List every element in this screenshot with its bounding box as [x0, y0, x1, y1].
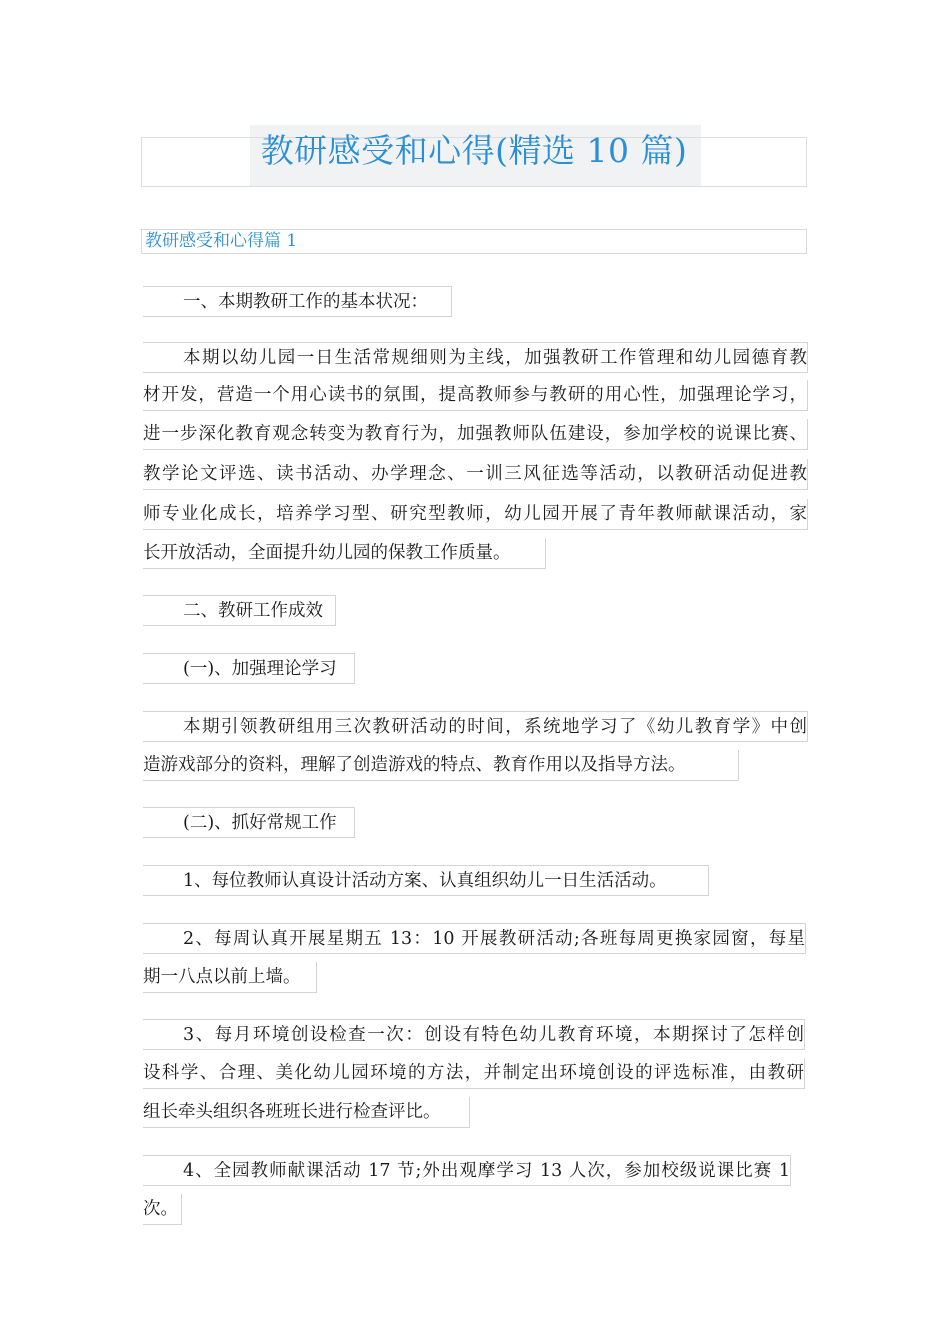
list-item: 4、全园教师献课活动 17 节;外出观摩学习 13 人次，参加校级说课比赛 1	[143, 1155, 791, 1186]
list-item: 2、每周认真开展星期五 13：10 开展教研活动;各班每周更换家园窗，每星	[143, 923, 806, 954]
paragraph-line: 材开发，营造一个用心读书的氛围，提高教师参与教研的用心性，加强理论学习，	[143, 380, 808, 411]
paragraph-line: 本期以幼儿园一日生活常规细则为主线，加强教研工作管理和幼儿园德育教	[143, 342, 808, 373]
list-item: 3、每月环境创设检查一次：创设有特色幼儿教育环境，本期探讨了怎样创	[143, 1019, 805, 1050]
page-title: 教研感受和心得(精选 10 篇)	[260, 131, 688, 170]
heading-routine: (二)、抓好常规工作	[143, 807, 355, 838]
paragraph-line: 进一步深化教育观念转变为教育行为，加强教师队伍建设，参加学校的说课比赛、	[143, 419, 808, 450]
paragraph-line: 教学论文评选、读书活动、办学理念、一训三风征选等活动，以教研活动促进教	[143, 459, 808, 490]
list-item-continued: 期一八点以前上墙。	[143, 962, 317, 993]
list-item: 1、每位教师认真设计活动方案、认真组织幼儿一日生活活动。	[143, 865, 709, 896]
heading-basic-status: 一、本期教研工作的基本状况：	[143, 286, 452, 317]
list-item-continued: 设科学、合理、美化幼儿园环境的方法，并制定出环境创设的评选标准，由教研	[143, 1058, 805, 1089]
paragraph-line: 本期引领教研组用三次教研活动的时间，系统地学习了《幼儿教育学》中创	[143, 711, 808, 742]
list-item-continued: 组长牵头组织各班班长进行检查评比。	[143, 1097, 470, 1128]
heading-theory: (一)、加强理论学习	[143, 653, 355, 684]
paragraph-line: 长开放活动，全面提升幼儿园的保教工作质量。	[143, 538, 546, 569]
list-item-continued: 次。	[143, 1194, 182, 1225]
section-heading: 教研感受和心得篇 1	[141, 229, 807, 254]
heading-results: 二、教研工作成效	[143, 595, 336, 626]
paragraph-line: 造游戏部分的资料，理解了创造游戏的特点、教育作用以及指导方法。	[143, 750, 739, 781]
paragraph-line: 师专业化成长，培养学习型、研究型教师，幼儿园开展了青年教师献课活动，家	[143, 499, 808, 530]
